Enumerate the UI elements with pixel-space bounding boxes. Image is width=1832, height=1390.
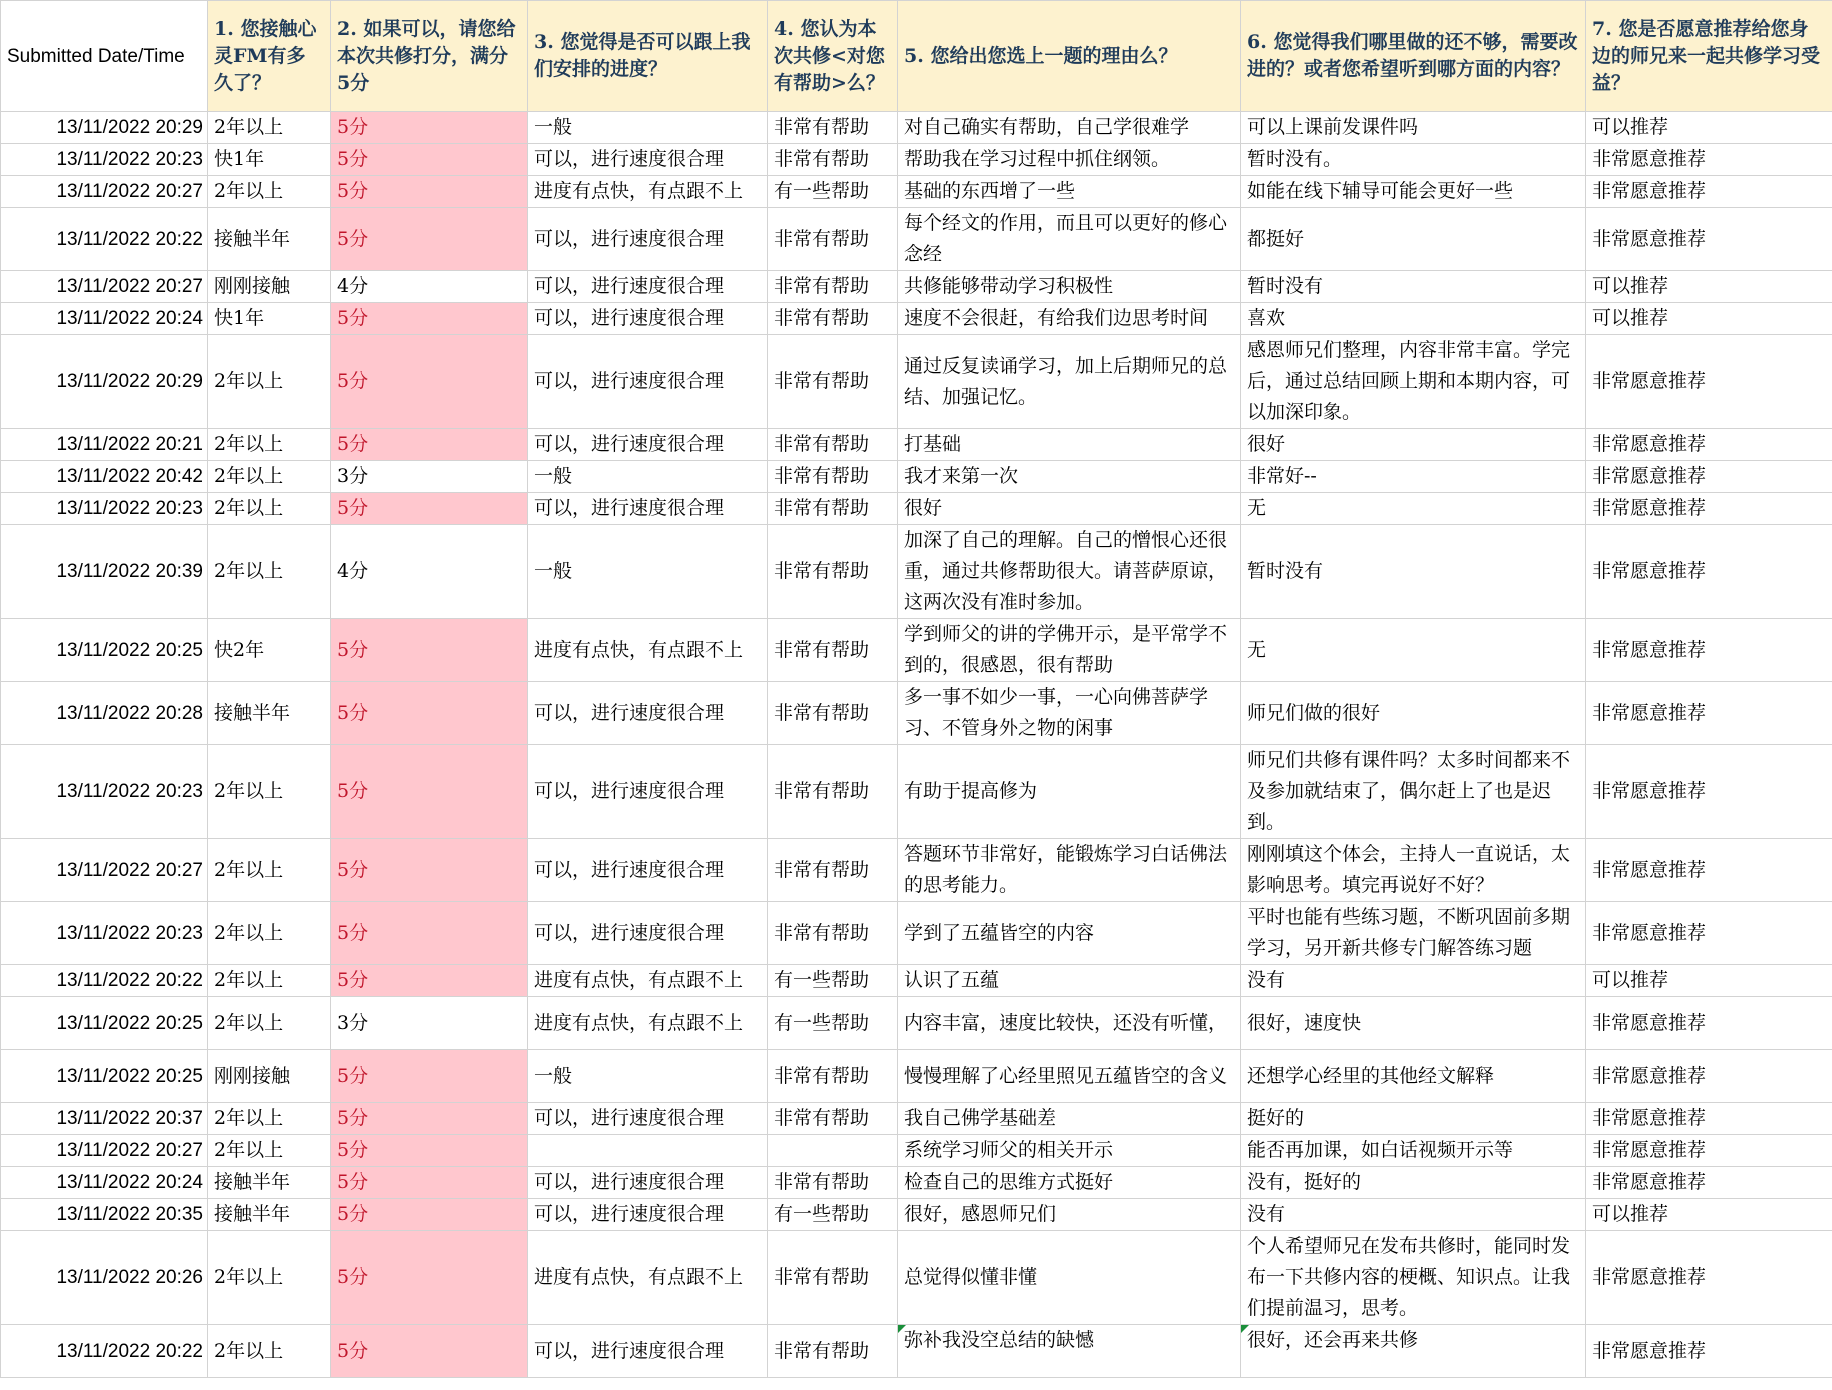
cell-score[interactable]: 5分 bbox=[331, 303, 528, 335]
cell-reason[interactable]: 答题环节非常好，能锻炼学习白话佛法的思考能力。 bbox=[898, 839, 1241, 902]
cell-reason[interactable]: 内容丰富，速度比较快，还没有听懂， bbox=[898, 997, 1241, 1050]
cell-recommend[interactable]: 非常愿意推荐 bbox=[1586, 144, 1832, 176]
cell-pace[interactable]: 可以，进行速度很合理 bbox=[528, 1167, 768, 1199]
cell-tenure[interactable]: 2年以上 bbox=[208, 493, 331, 525]
cell-helpfulness[interactable]: 非常有帮助 bbox=[768, 619, 898, 682]
cell-pace[interactable]: 可以，进行速度很合理 bbox=[528, 493, 768, 525]
cell-reason[interactable]: 很好 bbox=[898, 493, 1241, 525]
cell-recommend[interactable]: 非常愿意推荐 bbox=[1586, 335, 1832, 429]
cell-recommend[interactable]: 非常愿意推荐 bbox=[1586, 176, 1832, 208]
table-row bbox=[1, 335, 1832, 429]
cell-score[interactable]: 5分 bbox=[331, 902, 528, 965]
cell-suggestion[interactable]: 暂时没有。 bbox=[1241, 144, 1586, 176]
cell-pace[interactable]: 一般 bbox=[528, 1050, 768, 1103]
cell-tenure[interactable]: 接触半年 bbox=[208, 682, 331, 745]
cell-pace[interactable]: 进度有点快，有点跟不上 bbox=[528, 965, 768, 997]
cell-reason[interactable]: 学到了五蕴皆空的内容 bbox=[898, 902, 1241, 965]
cell-suggestion[interactable]: 个人希望师兄在发布共修时，能同时发布一下共修内容的梗概、知识点。让我们提前温习，思考。 bbox=[1241, 1231, 1586, 1325]
cell-suggestion[interactable]: 师兄们做的很好 bbox=[1241, 682, 1586, 745]
cell-reason[interactable]: 总觉得似懂非懂 bbox=[898, 1231, 1241, 1325]
cell-helpfulness[interactable]: 非常有帮助 bbox=[768, 493, 898, 525]
cell-reason[interactable]: 对自己确实有帮助，自己学很难学 bbox=[898, 112, 1241, 144]
cell-score[interactable]: 5分 bbox=[331, 176, 528, 208]
cell-pace[interactable]: 可以，进行速度很合理 bbox=[528, 1199, 768, 1231]
cell-score[interactable]: 5分 bbox=[331, 1050, 528, 1103]
cell-tenure[interactable]: 接触半年 bbox=[208, 208, 331, 271]
cell-recommend[interactable]: 可以推荐 bbox=[1586, 112, 1832, 144]
cell-recommend[interactable]: 非常愿意推荐 bbox=[1586, 525, 1832, 619]
table-row bbox=[1, 1135, 1832, 1167]
cell-score[interactable]: 5分 bbox=[331, 682, 528, 745]
table-row bbox=[1, 112, 1832, 144]
cell-reason[interactable]: 打基础 bbox=[898, 429, 1241, 461]
cell-pace[interactable]: 可以，进行速度很合理 bbox=[528, 682, 768, 745]
cell-reason[interactable]: 通过反复读诵学习，加上后期师兄的总结、加强记忆。 bbox=[898, 335, 1241, 429]
cell-tenure[interactable]: 2年以上 bbox=[208, 902, 331, 965]
cell-helpfulness[interactable]: 非常有帮助 bbox=[768, 839, 898, 902]
cell-date[interactable]: 13/11/2022 20:24 bbox=[1, 1167, 208, 1199]
cell-helpfulness[interactable]: 非常有帮助 bbox=[768, 1167, 898, 1199]
table-row bbox=[1, 1167, 1832, 1199]
cell-date[interactable]: 13/11/2022 20:27 bbox=[1, 1135, 208, 1167]
table-row bbox=[1, 271, 1832, 303]
cell-recommend[interactable]: 非常愿意推荐 bbox=[1586, 839, 1832, 902]
cell-tenure[interactable]: 接触半年 bbox=[208, 1167, 331, 1199]
table-row bbox=[1, 525, 1832, 619]
cell-date[interactable]: 13/11/2022 20:23 bbox=[1, 144, 208, 176]
cell-pace[interactable]: 可以，进行速度很合理 bbox=[528, 208, 768, 271]
cell-score[interactable]: 5分 bbox=[331, 1135, 528, 1167]
cell-helpfulness[interactable]: 有一些帮助 bbox=[768, 176, 898, 208]
cell-score[interactable]: 5分 bbox=[331, 965, 528, 997]
cell-tenure[interactable]: 刚刚接触 bbox=[208, 271, 331, 303]
table-row bbox=[1, 144, 1832, 176]
column-header-q6[interactable]: 6. 您觉得我们哪里做的还不够，需要改进的？或者您希望听到哪方面的内容？ bbox=[1241, 1, 1586, 112]
cell-helpfulness[interactable]: 非常有帮助 bbox=[768, 1050, 898, 1103]
cell-recommend[interactable]: 非常愿意推荐 bbox=[1586, 1325, 1832, 1378]
table-body bbox=[1, 112, 1832, 1378]
header-row bbox=[1, 1, 1832, 112]
cell-reason[interactable]: 每个经文的作用，而且可以更好的修心念经 bbox=[898, 208, 1241, 271]
cell-tenure[interactable]: 刚刚接触 bbox=[208, 1050, 331, 1103]
cell-suggestion[interactable]: 挺好的 bbox=[1241, 1103, 1586, 1135]
cell-helpfulness[interactable]: 非常有帮助 bbox=[768, 144, 898, 176]
cell-pace[interactable]: 一般 bbox=[528, 112, 768, 144]
cell-reason[interactable]: 慢慢理解了心经里照见五蕴皆空的含义 bbox=[898, 1050, 1241, 1103]
cell-pace[interactable]: 可以，进行速度很合理 bbox=[528, 429, 768, 461]
cell-reason[interactable]: 检查自己的思维方式挺好 bbox=[898, 1167, 1241, 1199]
cell-tenure[interactable]: 2年以上 bbox=[208, 461, 331, 493]
cell-date[interactable]: 13/11/2022 20:22 bbox=[1, 965, 208, 997]
cell-score[interactable]: 5分 bbox=[331, 429, 528, 461]
table-row bbox=[1, 461, 1832, 493]
cell-date[interactable]: 13/11/2022 20:28 bbox=[1, 682, 208, 745]
cell-suggestion[interactable]: 没有，挺好的 bbox=[1241, 1167, 1586, 1199]
cell-tenure[interactable]: 2年以上 bbox=[208, 176, 331, 208]
cell-date[interactable]: 13/11/2022 20:29 bbox=[1, 335, 208, 429]
cell-suggestion[interactable]: 无 bbox=[1241, 619, 1586, 682]
cell-tenure[interactable]: 2年以上 bbox=[208, 839, 331, 902]
cell-suggestion[interactable]: 暂时没有 bbox=[1241, 525, 1586, 619]
cell-reason[interactable]: 学到师父的讲的学佛开示，是平常学不到的，很感恩，很有帮助 bbox=[898, 619, 1241, 682]
cell-helpfulness[interactable]: 非常有帮助 bbox=[768, 461, 898, 493]
table-row bbox=[1, 965, 1832, 997]
column-header-q7[interactable]: 7. 您是否愿意推荐给您身边的师兄来一起共修学习受益？ bbox=[1586, 1, 1832, 112]
cell-score[interactable]: 5分 bbox=[331, 1167, 528, 1199]
cell-tenure[interactable]: 快1年 bbox=[208, 303, 331, 335]
cell-recommend[interactable]: 非常愿意推荐 bbox=[1586, 1231, 1832, 1325]
cell-score[interactable]: 5分 bbox=[331, 745, 528, 839]
cell-helpfulness[interactable]: 非常有帮助 bbox=[768, 1325, 898, 1378]
cell-suggestion[interactable]: 很好，速度快 bbox=[1241, 997, 1586, 1050]
cell-date[interactable]: 13/11/2022 20:23 bbox=[1, 493, 208, 525]
cell-date[interactable]: 13/11/2022 20:37 bbox=[1, 1103, 208, 1135]
cell-reason[interactable]: 速度不会很赶，有给我们边思考时间 bbox=[898, 303, 1241, 335]
cell-pace[interactable]: 可以，进行速度很合理 bbox=[528, 271, 768, 303]
cell-recommend[interactable]: 非常愿意推荐 bbox=[1586, 619, 1832, 682]
cell-pace[interactable]: 可以，进行速度很合理 bbox=[528, 839, 768, 902]
cell-score[interactable]: 4分 bbox=[331, 525, 528, 619]
table-row bbox=[1, 1231, 1832, 1325]
cell-recommend[interactable]: 非常愿意推荐 bbox=[1586, 493, 1832, 525]
cell-recommend[interactable]: 可以推荐 bbox=[1586, 965, 1832, 997]
cell-helpfulness[interactable]: 非常有帮助 bbox=[768, 208, 898, 271]
cell-recommend[interactable]: 非常愿意推荐 bbox=[1586, 1103, 1832, 1135]
cell-helpfulness[interactable]: 非常有帮助 bbox=[768, 525, 898, 619]
cell-helpfulness[interactable]: 非常有帮助 bbox=[768, 902, 898, 965]
cell-helpfulness[interactable]: 有一些帮助 bbox=[768, 965, 898, 997]
cell-pace[interactable]: 可以，进行速度很合理 bbox=[528, 303, 768, 335]
column-header-date[interactable]: Submitted Date/Time bbox=[1, 1, 208, 112]
cell-date[interactable]: 13/11/2022 20:26 bbox=[1, 1231, 208, 1325]
cell-helpfulness[interactable]: 非常有帮助 bbox=[768, 271, 898, 303]
cell-tenure[interactable]: 接触半年 bbox=[208, 1199, 331, 1231]
table-row bbox=[1, 902, 1832, 965]
cell-tenure[interactable]: 2年以上 bbox=[208, 112, 331, 144]
table-row bbox=[1, 493, 1832, 525]
cell-tenure[interactable]: 快1年 bbox=[208, 144, 331, 176]
cell-tenure[interactable]: 2年以上 bbox=[208, 745, 331, 839]
column-header-q1[interactable]: 1. 您接触心灵FM有多久了？ bbox=[208, 1, 331, 112]
cell-tenure[interactable]: 快2年 bbox=[208, 619, 331, 682]
cell-helpfulness[interactable]: 有一些帮助 bbox=[768, 1199, 898, 1231]
column-header-q4[interactable]: 4. 您认为本次共修<对您有帮助>么？ bbox=[768, 1, 898, 112]
cell-score[interactable]: 5分 bbox=[331, 493, 528, 525]
cell-suggestion[interactable]: 非常好-- bbox=[1241, 461, 1586, 493]
table-row bbox=[1, 1103, 1832, 1135]
table-row bbox=[1, 1325, 1832, 1378]
cell-helpfulness[interactable]: 非常有帮助 bbox=[768, 682, 898, 745]
cell-helpfulness[interactable]: 非常有帮助 bbox=[768, 429, 898, 461]
table-row bbox=[1, 839, 1832, 902]
cell-reason[interactable]: 弥补我没空总结的缺憾 bbox=[898, 1325, 1241, 1378]
table-row bbox=[1, 303, 1832, 335]
cell-tenure[interactable]: 2年以上 bbox=[208, 1135, 331, 1167]
cell-tenure[interactable]: 2年以上 bbox=[208, 1231, 331, 1325]
cell-date[interactable]: 13/11/2022 20:42 bbox=[1, 461, 208, 493]
cell-reason[interactable]: 基础的东西增了一些 bbox=[898, 176, 1241, 208]
cell-reason[interactable]: 共修能够带动学习积极性 bbox=[898, 271, 1241, 303]
cell-suggestion[interactable]: 没有 bbox=[1241, 1199, 1586, 1231]
cell-score[interactable]: 5分 bbox=[331, 144, 528, 176]
cell-score[interactable]: 5分 bbox=[331, 208, 528, 271]
cell-helpfulness[interactable] bbox=[768, 1135, 898, 1167]
cell-score[interactable]: 5分 bbox=[331, 839, 528, 902]
cell-helpfulness[interactable]: 有一些帮助 bbox=[768, 997, 898, 1050]
cell-suggestion[interactable]: 如能在线下辅导可能会更好一些 bbox=[1241, 176, 1586, 208]
cell-recommend[interactable]: 非常愿意推荐 bbox=[1586, 997, 1832, 1050]
cell-helpfulness[interactable]: 非常有帮助 bbox=[768, 112, 898, 144]
table-row bbox=[1, 429, 1832, 461]
cell-score[interactable]: 5分 bbox=[331, 1325, 528, 1378]
cell-pace[interactable]: 可以，进行速度很合理 bbox=[528, 144, 768, 176]
cell-recommend[interactable]: 非常愿意推荐 bbox=[1586, 682, 1832, 745]
cell-recommend[interactable]: 非常愿意推荐 bbox=[1586, 1050, 1832, 1103]
cell-suggestion[interactable]: 感恩师兄们整理，内容非常丰富。学完后，通过总结回顾上期和本期内容，可以加深印象。 bbox=[1241, 335, 1586, 429]
cell-helpfulness[interactable]: 非常有帮助 bbox=[768, 335, 898, 429]
cell-helpfulness[interactable]: 非常有帮助 bbox=[768, 303, 898, 335]
cell-reason[interactable]: 我才来第一次 bbox=[898, 461, 1241, 493]
cell-suggestion[interactable]: 师兄们共修有课件吗？太多时间都来不及参加就结束了，偶尔赶上了也是迟到。 bbox=[1241, 745, 1586, 839]
cell-pace[interactable]: 可以，进行速度很合理 bbox=[528, 335, 768, 429]
cell-date[interactable]: 13/11/2022 20:25 bbox=[1, 1050, 208, 1103]
cell-date[interactable]: 13/11/2022 20:27 bbox=[1, 176, 208, 208]
cell-score[interactable]: 5分 bbox=[331, 1199, 528, 1231]
cell-pace[interactable]: 可以，进行速度很合理 bbox=[528, 1103, 768, 1135]
cell-date[interactable]: 13/11/2022 20:21 bbox=[1, 429, 208, 461]
cell-suggestion[interactable]: 还想学心经里的其他经文解释 bbox=[1241, 1050, 1586, 1103]
cell-recommend[interactable]: 非常愿意推荐 bbox=[1586, 1167, 1832, 1199]
cell-helpfulness[interactable]: 非常有帮助 bbox=[768, 1103, 898, 1135]
cell-pace[interactable]: 一般 bbox=[528, 461, 768, 493]
cell-suggestion[interactable]: 都挺好 bbox=[1241, 208, 1586, 271]
cell-score[interactable]: 5分 bbox=[331, 112, 528, 144]
cell-recommend[interactable]: 非常愿意推荐 bbox=[1586, 1135, 1832, 1167]
cell-tenure[interactable]: 2年以上 bbox=[208, 1325, 331, 1378]
cell-recommend[interactable]: 可以推荐 bbox=[1586, 303, 1832, 335]
cell-pace[interactable]: 可以，进行速度很合理 bbox=[528, 745, 768, 839]
cell-helpfulness[interactable]: 非常有帮助 bbox=[768, 745, 898, 839]
cell-recommend[interactable]: 非常愿意推荐 bbox=[1586, 429, 1832, 461]
cell-score[interactable]: 3分 bbox=[331, 997, 528, 1050]
table-row bbox=[1, 619, 1832, 682]
cell-reason[interactable]: 有助于提高修为 bbox=[898, 745, 1241, 839]
cell-tenure[interactable]: 2年以上 bbox=[208, 335, 331, 429]
cell-score[interactable]: 5分 bbox=[331, 1103, 528, 1135]
cell-date[interactable]: 13/11/2022 20:25 bbox=[1, 619, 208, 682]
cell-helpfulness[interactable]: 非常有帮助 bbox=[768, 1231, 898, 1325]
cell-reason[interactable]: 系统学习师父的相关开示 bbox=[898, 1135, 1241, 1167]
cell-score[interactable]: 3分 bbox=[331, 461, 528, 493]
cell-recommend[interactable]: 非常愿意推荐 bbox=[1586, 208, 1832, 271]
cell-reason[interactable]: 我自己佛学基础差 bbox=[898, 1103, 1241, 1135]
cell-suggestion[interactable]: 很好，还会再来共修 bbox=[1241, 1325, 1586, 1378]
cell-suggestion[interactable]: 可以上课前发课件吗 bbox=[1241, 112, 1586, 144]
cell-pace[interactable]: 进度有点快，有点跟不上 bbox=[528, 1231, 768, 1325]
cell-score[interactable]: 5分 bbox=[331, 619, 528, 682]
cell-score[interactable]: 4分 bbox=[331, 271, 528, 303]
cell-pace[interactable]: 进度有点快，有点跟不上 bbox=[528, 997, 768, 1050]
table-row bbox=[1, 1050, 1832, 1103]
cell-date[interactable]: 13/11/2022 20:29 bbox=[1, 112, 208, 144]
cell-tenure[interactable]: 2年以上 bbox=[208, 525, 331, 619]
cell-date[interactable]: 13/11/2022 20:22 bbox=[1, 1325, 208, 1378]
cell-suggestion[interactable]: 暂时没有 bbox=[1241, 271, 1586, 303]
cell-reason[interactable]: 很好，感恩师兄们 bbox=[898, 1199, 1241, 1231]
cell-tenure[interactable]: 2年以上 bbox=[208, 1103, 331, 1135]
table-row bbox=[1, 176, 1832, 208]
cell-date[interactable]: 13/11/2022 20:24 bbox=[1, 303, 208, 335]
cell-pace[interactable]: 进度有点快，有点跟不上 bbox=[528, 176, 768, 208]
cell-date[interactable]: 13/11/2022 20:39 bbox=[1, 525, 208, 619]
cell-suggestion[interactable]: 很好 bbox=[1241, 429, 1586, 461]
table-row bbox=[1, 1199, 1832, 1231]
cell-reason[interactable]: 多一事不如少一事，一心向佛菩萨学习、不管身外之物的闲事 bbox=[898, 682, 1241, 745]
cell-date[interactable]: 13/11/2022 20:23 bbox=[1, 745, 208, 839]
table-row bbox=[1, 682, 1832, 745]
cell-pace[interactable]: 进度有点快，有点跟不上 bbox=[528, 619, 768, 682]
column-header-q2[interactable]: 2. 如果可以，请您给本次共修打分，满分5分 bbox=[331, 1, 528, 112]
table-row bbox=[1, 997, 1832, 1050]
cell-date[interactable]: 13/11/2022 20:22 bbox=[1, 208, 208, 271]
cell-reason[interactable]: 加深了自己的理解。自己的憎恨心还很重，通过共修帮助很大。请菩萨原谅，这两次没有准时参加。 bbox=[898, 525, 1241, 619]
cell-date[interactable]: 13/11/2022 20:27 bbox=[1, 271, 208, 303]
cell-suggestion[interactable]: 刚刚填这个体会，主持人一直说话，太影响思考。填完再说好不好？ bbox=[1241, 839, 1586, 902]
cell-reason[interactable]: 认识了五蕴 bbox=[898, 965, 1241, 997]
cell-suggestion[interactable]: 喜欢 bbox=[1241, 303, 1586, 335]
cell-date[interactable]: 13/11/2022 20:35 bbox=[1, 1199, 208, 1231]
cell-pace[interactable] bbox=[528, 1135, 768, 1167]
cell-suggestion[interactable]: 没有 bbox=[1241, 965, 1586, 997]
cell-tenure[interactable]: 2年以上 bbox=[208, 997, 331, 1050]
cell-tenure[interactable]: 2年以上 bbox=[208, 429, 331, 461]
cell-recommend[interactable]: 非常愿意推荐 bbox=[1586, 461, 1832, 493]
cell-recommend[interactable]: 非常愿意推荐 bbox=[1586, 745, 1832, 839]
cell-score[interactable]: 5分 bbox=[331, 1231, 528, 1325]
cell-recommend[interactable]: 可以推荐 bbox=[1586, 271, 1832, 303]
cell-pace[interactable]: 可以，进行速度很合理 bbox=[528, 902, 768, 965]
cell-date[interactable]: 13/11/2022 20:27 bbox=[1, 839, 208, 902]
cell-recommend[interactable]: 可以推荐 bbox=[1586, 1199, 1832, 1231]
cell-reason[interactable]: 帮助我在学习过程中抓住纲领。 bbox=[898, 144, 1241, 176]
cell-date[interactable]: 13/11/2022 20:25 bbox=[1, 997, 208, 1050]
cell-tenure[interactable]: 2年以上 bbox=[208, 965, 331, 997]
table-row bbox=[1, 745, 1832, 839]
column-header-q5[interactable]: 5. 您给出您选上一题的理由么？ bbox=[898, 1, 1241, 112]
cell-score[interactable]: 5分 bbox=[331, 335, 528, 429]
cell-pace[interactable]: 一般 bbox=[528, 525, 768, 619]
cell-recommend[interactable]: 非常愿意推荐 bbox=[1586, 902, 1832, 965]
column-header-q3[interactable]: 3. 您觉得是否可以跟上我们安排的进度？ bbox=[528, 1, 768, 112]
cell-pace[interactable]: 可以，进行速度很合理 bbox=[528, 1325, 768, 1378]
cell-suggestion[interactable]: 无 bbox=[1241, 493, 1586, 525]
cell-suggestion[interactable]: 平时也能有些练习题，不断巩固前多期学习，另开新共修专门解答练习题 bbox=[1241, 902, 1586, 965]
cell-date[interactable]: 13/11/2022 20:23 bbox=[1, 902, 208, 965]
cell-suggestion[interactable]: 能否再加课，如白话视频开示等 bbox=[1241, 1135, 1586, 1167]
table-row bbox=[1, 208, 1832, 271]
